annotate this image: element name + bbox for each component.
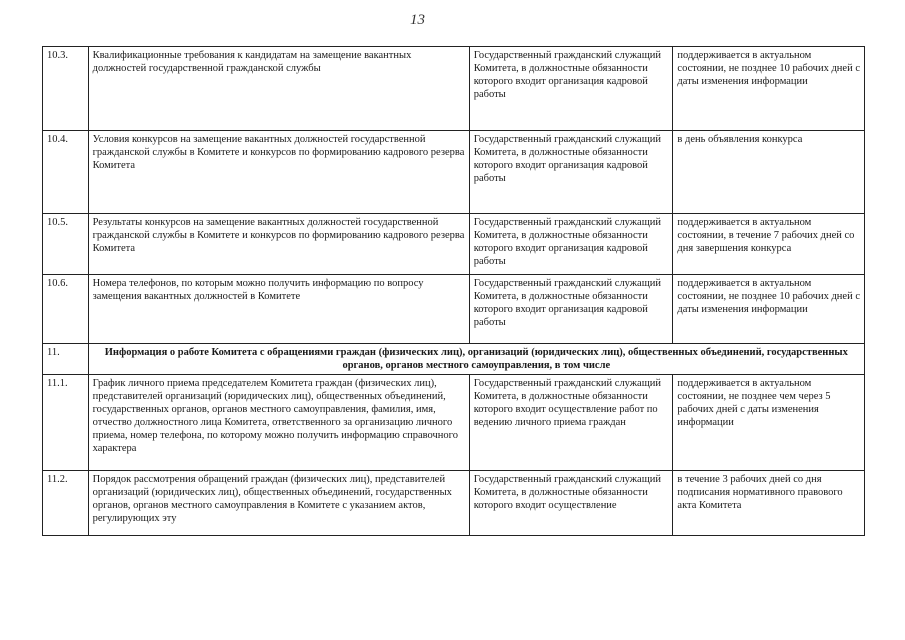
row-period: в день объявления конкурса: [673, 131, 865, 214]
row-number: 11.1.: [43, 375, 89, 471]
row-title: Номера телефонов, по которым можно получить информацию по вопросу замещения вакантных должностей в Комитете: [88, 275, 469, 344]
row-responsible: Государственный гражданский служащий Комитета, в должностные обязанности которого входит организация кадровой работы: [469, 47, 673, 131]
page-number: 13: [410, 12, 425, 28]
row-number: 10.5.: [43, 214, 89, 275]
row-period: в течение 3 рабочих дней со дня подписания нормативного правового акта Комитета: [673, 471, 865, 536]
section-row: [43, 344, 865, 375]
row-period: поддерживается в актуальном состоянии, не позднее 10 рабочих дней с даты изменения информации: [673, 275, 865, 344]
row-title: График личного приема председателем Комитета граждан (физических лиц), представителей организаций (юридических лиц), общественных объединений, государственных органов, органов местного самоуправления, фамилия, имя, отчество должностного лица Комитета, ответственного за организацию личного приема, номер телефона, по которому можно получить информацию справочного характера: [88, 375, 469, 471]
row-responsible: Государственный гражданский служащий Комитета, в должностные обязанности которого входит организация кадровой работы: [469, 214, 673, 275]
row-responsible: Государственный гражданский служащий Комитета, в должностные обязанности которого входит осуществление работ по ведению личного приема граждан: [469, 375, 673, 471]
row-period: поддерживается в актуальном состоянии, не позднее 10 рабочих дней с даты изменения информации: [673, 47, 865, 131]
row-responsible: Государственный гражданский служащий Комитета, в должностные обязанности которого входит организация кадровой работы: [469, 275, 673, 344]
row-title: Результаты конкурсов на замещение вакантных должностей государственной гражданской службы в Комитете и конкурсов по формированию кадрового резерва Комитета: [88, 214, 469, 275]
information-table: [42, 46, 865, 536]
row-responsible: Государственный гражданский служащий Комитета, в должностные обязанности которого входит осуществление: [469, 471, 673, 536]
row-responsible: Государственный гражданский служащий Комитета, в должностные обязанности которого входит организация кадровой работы: [469, 131, 673, 214]
row-number: 10.3.: [43, 47, 89, 131]
table-row: [43, 214, 865, 275]
row-period: поддерживается в актуальном состоянии, не позднее чем через 5 рабочих дней с даты изменения информации: [673, 375, 865, 471]
row-title: Порядок рассмотрения обращений граждан (физических лиц), представителей организаций (юридических лиц), общественных объединений, государственных органов, органов местного самоуправления в Комитете с указанием актов, регулирующих эту: [88, 471, 469, 536]
row-number: 10.6.: [43, 275, 89, 344]
row-number: 10.4.: [43, 131, 89, 214]
table-row: [43, 471, 865, 536]
row-period: поддерживается в актуальном состоянии, в течение 7 рабочих дней со дня завершения конкурса: [673, 214, 865, 275]
row-number: 11.2.: [43, 471, 89, 536]
section-heading: Информация о работе Комитета с обращениями граждан (физических лиц), организаций (юридических лиц), общественных объединений, государственных органов, органов местного самоуправления, в том числе: [88, 344, 864, 375]
table-row: [43, 47, 865, 131]
table-row: [43, 375, 865, 471]
table-row: [43, 275, 865, 344]
section-number: 11.: [43, 344, 89, 375]
table-row: [43, 131, 865, 214]
row-title: Квалификационные требования к кандидатам на замещение вакантных должностей государственной гражданской службы: [88, 47, 469, 131]
row-title: Условия конкурсов на замещение вакантных должностей государственной гражданской службы в Комитете и конкурсов по формированию кадрового резерва Комитета: [88, 131, 469, 214]
